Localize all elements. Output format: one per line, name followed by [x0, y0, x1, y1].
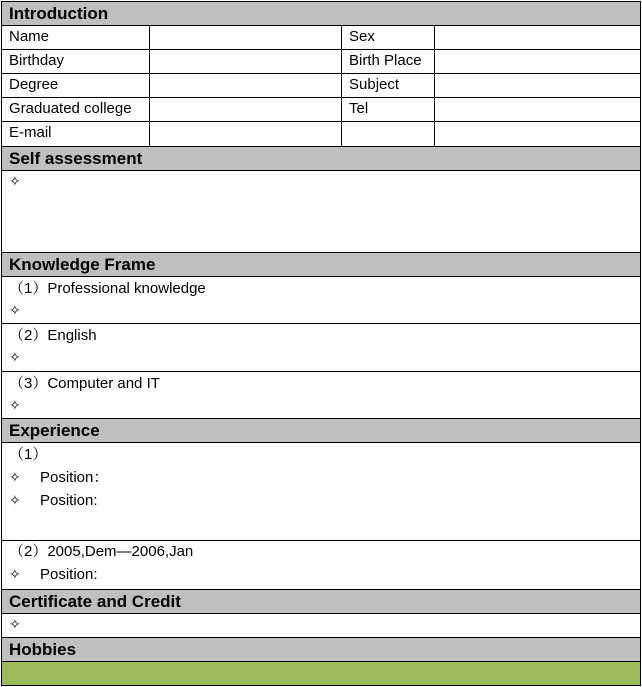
bullet-icon: ✧	[9, 398, 21, 414]
divider	[2, 323, 640, 324]
label-email: E-mail	[9, 124, 52, 141]
experience-item-2: （2）2005,Dem—2006,Jan	[9, 543, 194, 560]
column-divider	[341, 25, 342, 146]
label-degree: Degree	[9, 76, 59, 93]
knowledge-item-english: （2）English	[9, 327, 97, 344]
label-sex: Sex	[349, 28, 375, 45]
label-birthday: Birthday	[9, 52, 65, 69]
experience-position-3: Position:	[40, 566, 98, 583]
label-tel: Tel	[349, 100, 369, 117]
column-divider	[434, 25, 435, 146]
hobbies-content-bar	[2, 662, 640, 685]
label-name: Name	[9, 28, 50, 45]
border-right	[640, 1, 641, 686]
divider	[2, 49, 640, 50]
section-header-hobbies: Hobbies	[2, 638, 640, 661]
bullet-icon: ✧	[9, 303, 21, 319]
experience-position-2: Position:	[40, 492, 98, 509]
label-birth-place: Birth Place	[349, 52, 422, 69]
divider	[2, 276, 640, 277]
bullet-icon: ✧	[9, 350, 21, 366]
divider	[2, 170, 640, 171]
knowledge-item-computer: （3）Computer and IT	[9, 375, 160, 392]
bullet-icon: ✧	[9, 174, 21, 190]
label-subject: Subject	[349, 76, 400, 93]
divider	[2, 73, 640, 74]
section-header-certificate: Certificate and Credit	[2, 590, 640, 613]
bullet-icon: ✧	[9, 493, 21, 509]
column-divider	[149, 25, 150, 146]
label-graduated-college: Graduated college	[9, 100, 132, 117]
experience-item-1: （1）	[9, 446, 48, 463]
divider	[2, 97, 640, 98]
section-header-self-assessment: Self assessment	[2, 147, 640, 170]
border-left	[1, 1, 2, 686]
bullet-icon: ✧	[9, 567, 21, 583]
divider	[2, 613, 640, 614]
section-header-experience: Experience	[2, 419, 640, 442]
divider	[2, 442, 640, 443]
experience-position-1: Position：	[40, 469, 109, 486]
section-header-introduction: Introduction	[2, 2, 640, 25]
knowledge-item-professional: （1）Professional knowledge	[9, 280, 206, 297]
border-bottom	[2, 685, 640, 686]
bullet-icon: ✧	[9, 617, 21, 633]
divider	[2, 540, 640, 541]
divider	[2, 25, 640, 26]
divider	[2, 371, 640, 372]
divider	[2, 121, 640, 122]
section-header-knowledge-frame: Knowledge Frame	[2, 253, 640, 276]
bullet-icon: ✧	[9, 470, 21, 486]
